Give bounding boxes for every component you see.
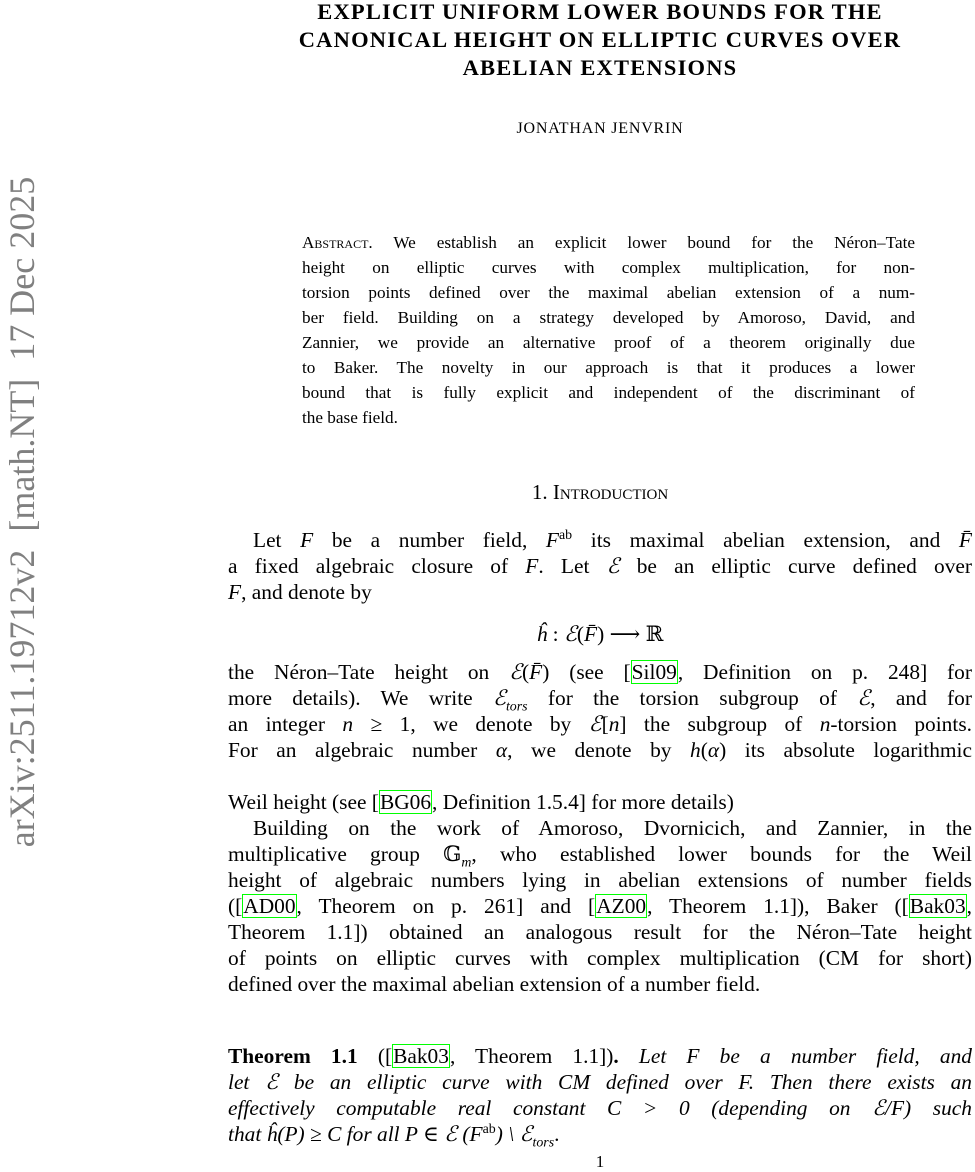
text-segment: ℰ xyxy=(509,660,523,684)
paragraph-line xyxy=(228,893,972,919)
citation-link[interactable]: AZ00 xyxy=(596,894,647,918)
text-segment: the base field. xyxy=(302,408,398,427)
paragraph-line xyxy=(228,815,972,841)
text-segment: , xyxy=(966,894,973,918)
title-line: EXPLICIT UNIFORM LOWER BOUNDS FOR THE xyxy=(317,0,883,24)
text-segment: F xyxy=(300,528,314,552)
paragraph-line xyxy=(228,553,972,579)
theorem-line xyxy=(228,1121,972,1151)
text-segment: a fixed algebraic closure of xyxy=(228,554,526,578)
text-segment: Abstract. xyxy=(302,233,373,252)
text-segment: F̄ xyxy=(529,660,543,684)
text-segment: n xyxy=(819,712,831,736)
paragraph-line xyxy=(228,659,972,685)
text-segment: ) (see [ xyxy=(542,660,631,684)
text-segment: Zannier, we provide an alternative proof of a theorem originally due xyxy=(302,333,915,352)
paragraph-line xyxy=(228,971,972,997)
page-number: 1 xyxy=(595,1152,605,1171)
text-segment: height on elliptic curves with complex multiplication, for non- xyxy=(302,258,915,277)
text-segment: ℰ xyxy=(588,712,602,736)
text-segment: bound that is fully explicit and independent of the discriminant of xyxy=(302,383,915,402)
text-segment: F̄ xyxy=(958,528,972,552)
text-segment: the Néron–Tate height on xyxy=(228,660,510,684)
text-segment: -torsion points. xyxy=(830,712,972,736)
text-segment: ℰ xyxy=(563,622,577,646)
paper-title xyxy=(228,0,972,82)
text-segment: be an elliptic curve defined over xyxy=(619,554,973,578)
text-segment: , and for xyxy=(870,686,972,710)
text-segment: Building on the work of Amoroso, Dvornicich, and Zannier, in the xyxy=(253,816,972,840)
text-segment: , Definition 1.5.4] for more details) xyxy=(432,790,734,814)
text-segment: n xyxy=(342,712,354,736)
text-segment: defined over the maximal abelian extension of a number field. xyxy=(228,972,761,996)
abstract-line xyxy=(302,232,915,254)
text-segment: . Let xyxy=(538,554,607,578)
text-segment: height of algebraic numbers lying in abelian extensions of number fields xyxy=(228,868,972,892)
text-segment: tors xyxy=(532,1135,555,1151)
text-segment: multiplicative group 𝔾 xyxy=(228,842,462,866)
text-segment: : xyxy=(547,622,564,646)
text-segment: ) its absolute logarithmic xyxy=(719,738,972,762)
paragraph-line xyxy=(228,789,972,815)
citation-link[interactable]: AD00 xyxy=(243,894,296,918)
paragraph-line xyxy=(228,737,972,763)
text-segment: to Baker. The novelty in our approach is that it produces a lower xyxy=(302,358,915,377)
abstract-line xyxy=(302,307,915,329)
paragraph-line xyxy=(228,867,972,893)
abstract-line xyxy=(302,282,915,304)
paragraph-line xyxy=(228,685,972,715)
text-segment: F xyxy=(545,528,559,552)
text-segment: Let xyxy=(253,528,301,552)
citation-link[interactable]: BG06 xyxy=(379,790,432,814)
text-segment: ĥ xyxy=(536,622,548,646)
citation-link[interactable]: Bak03 xyxy=(909,894,966,918)
text-segment: let ℰ be an elliptic curve with CM defined over F. Then there exists an xyxy=(228,1070,972,1094)
text-segment: ([ xyxy=(228,894,243,918)
paragraph-line xyxy=(228,527,972,553)
section-number: 1. xyxy=(531,480,548,504)
text-segment: be a number field, xyxy=(313,528,546,552)
abstract-line xyxy=(302,332,915,354)
text-segment: more details). We write xyxy=(228,686,493,710)
text-segment: ( xyxy=(700,738,708,762)
text-segment: ℰ xyxy=(857,686,871,710)
abstract-line xyxy=(302,357,915,379)
theorem-line xyxy=(228,1069,972,1095)
text-segment: ℰ xyxy=(492,686,506,710)
text-segment: ab xyxy=(559,527,573,543)
text-segment: For an algebraic number xyxy=(228,738,496,762)
text-segment: that ĥ(P) ≥ C for all P ∈ ℰ (F xyxy=(228,1122,483,1146)
text-segment: , Definition on p. 248] for xyxy=(677,660,972,684)
text-segment: ber field. Building on a strategy developed by Amoroso, David, and xyxy=(302,308,915,327)
text-segment: torsion points defined over the maximal abelian extension of a num- xyxy=(302,283,915,302)
section-heading xyxy=(228,480,972,505)
text-segment: of points on elliptic curves with complex multiplication (CM for short) xyxy=(228,946,972,970)
text-segment: , Theorem on p. 261] and [ xyxy=(296,894,596,918)
abstract-line xyxy=(302,257,915,279)
text-segment: , Theorem 1.1]), Baker ([ xyxy=(647,894,909,918)
paragraph-line xyxy=(228,945,972,971)
text-segment: F xyxy=(525,554,539,578)
title-line: ABELIAN EXTENSIONS xyxy=(462,55,738,80)
abstract-line xyxy=(302,407,915,429)
section-title: Introduction xyxy=(552,480,669,504)
text-segment: , and denote by xyxy=(241,580,372,604)
text-segment: ab xyxy=(482,1121,496,1137)
text-segment: ] the subgroup of xyxy=(619,712,820,736)
text-segment: , Theorem 1.1]) xyxy=(449,1044,614,1068)
arxiv-identifier: arXiv:2511.19712v2 [math.NT] 17 Dec 2025 xyxy=(2,176,42,848)
text-segment: n xyxy=(608,712,620,736)
text-segment: for the torsion subgroup of xyxy=(527,686,858,710)
text-segment: an integer xyxy=(228,712,343,736)
theorem-line xyxy=(228,1043,972,1069)
text-segment: Let F be a number field, and xyxy=(618,1044,972,1068)
text-segment: ) \ ℰ xyxy=(495,1122,533,1146)
text-segment: F xyxy=(228,580,242,604)
citation-link[interactable]: Sil09 xyxy=(631,660,677,684)
text-segment: F̄ xyxy=(584,622,598,646)
citation-link[interactable]: Bak03 xyxy=(393,1044,449,1068)
text-segment: m xyxy=(461,855,472,871)
author: JONATHAN JENVRIN xyxy=(516,120,684,137)
text-segment: . xyxy=(554,1122,560,1146)
text-segment: ( xyxy=(522,660,530,684)
text-segment: We establish an explicit lower bound for the Néron–Tate xyxy=(372,233,915,252)
paragraph-line xyxy=(228,579,972,605)
text-segment: h xyxy=(690,738,701,762)
theorem-label: Theorem 1.1 xyxy=(228,1044,358,1068)
text-segment: , we denote by xyxy=(507,738,691,762)
text-segment: ( xyxy=(576,622,585,646)
paragraph-line xyxy=(228,841,972,871)
text-segment: its maximal abelian extension, and xyxy=(572,528,959,552)
text-segment: ([ xyxy=(357,1044,393,1068)
text-segment: ℰ xyxy=(606,554,620,578)
display-equation xyxy=(228,621,972,647)
text-segment: Theorem 1.1]) obtained an analogous result for the Néron–Tate height xyxy=(228,920,972,944)
text-segment: tors xyxy=(505,699,528,715)
theorem-line xyxy=(228,1095,972,1121)
text-segment: effectively computable real constant C > 0 (depending on ℰ/F) such xyxy=(228,1096,972,1120)
paragraph-line xyxy=(228,711,972,737)
paragraph-line xyxy=(228,919,972,945)
title-line: CANONICAL HEIGHT ON ELLIPTIC CURVES OVER xyxy=(298,27,902,52)
text-segment: ) ⟶ ℝ xyxy=(597,622,664,646)
text-segment: , who established lower bounds for the Weil xyxy=(471,842,972,866)
text-segment: Weil height (see [ xyxy=(228,790,379,814)
text-segment: α xyxy=(495,738,508,762)
text-segment: α xyxy=(707,738,720,762)
theorem-label: . xyxy=(613,1044,619,1068)
abstract-line xyxy=(302,382,915,404)
text-segment: [ xyxy=(601,712,609,736)
text-segment: ≥ 1, we denote by xyxy=(353,712,589,736)
